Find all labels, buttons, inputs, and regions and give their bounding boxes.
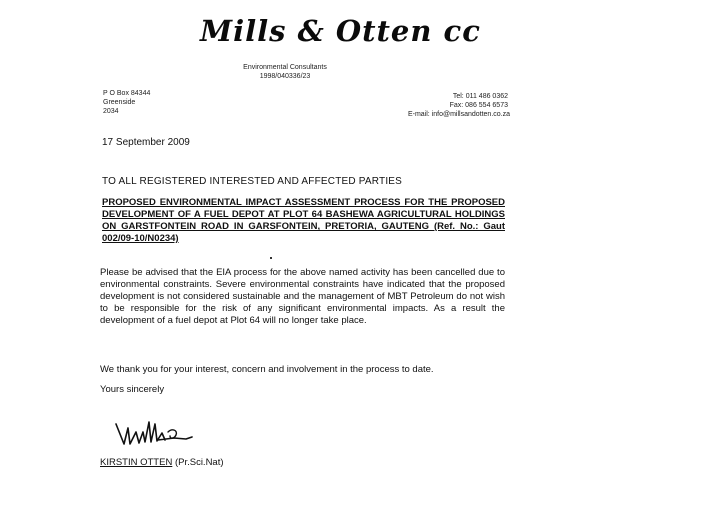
letter-body: Please be advised that the EIA process for the above named activity has been cancelled due to environmental constraints. Severe environmental constraints have indicated that the proposed development is not considered sustainable and the management of MBT Petroleum do not wish to be responsible for the risk of any significant environmental impacts. As a result the development of a fuel depot at Plot 64 will no longer take place.	[100, 267, 505, 326]
signatory	[100, 457, 224, 468]
company-subtitle	[230, 63, 340, 81]
company-logo: Mills & Otten cc	[200, 14, 481, 48]
signatory-name: KIRSTIN OTTEN	[100, 457, 173, 468]
fax: Fax: 086 554 6573	[449, 102, 508, 109]
addressee: TO ALL REGISTERED INTERESTED AND AFFECTED PARTIES	[102, 176, 403, 187]
company-registration: 1998/040336/23	[259, 73, 311, 80]
address-line: P O Box 84344	[103, 90, 151, 97]
telephone: Tel: 011 486 0362	[452, 93, 508, 100]
address-line: Greenside	[103, 99, 136, 106]
address-line: 2034	[103, 108, 119, 115]
handwritten-signature	[112, 414, 194, 454]
email-address: E-mail: info@millsandotten.co.za	[407, 111, 510, 118]
signatory-title: (Pr.Sci.Nat)	[174, 457, 224, 468]
postal-address	[103, 89, 150, 116]
letter-date: 17 September 2009	[102, 137, 190, 148]
contact-details	[450, 92, 508, 110]
thanks-line: We thank you for your interest, concern and involvement in the process to date.	[100, 364, 434, 375]
company-description: Environmental Consultants	[243, 64, 327, 71]
stray-mark	[270, 257, 272, 259]
letter-subject: PROPOSED ENVIRONMENTAL IMPACT ASSESSMENT PROCESS FOR THE PROPOSED DEVELOPMENT OF A FUEL DEPOT AT PLOT 64 BASHEWA AGRICULTURAL HOLDINGS ON GARSTFONTEIN ROAD IN GARSFONTEIN, PRETORIA, GAUTENG (Ref. No.: Gaut 002/09-10/N0234)	[102, 197, 505, 244]
closing: Yours sincerely	[100, 384, 165, 395]
